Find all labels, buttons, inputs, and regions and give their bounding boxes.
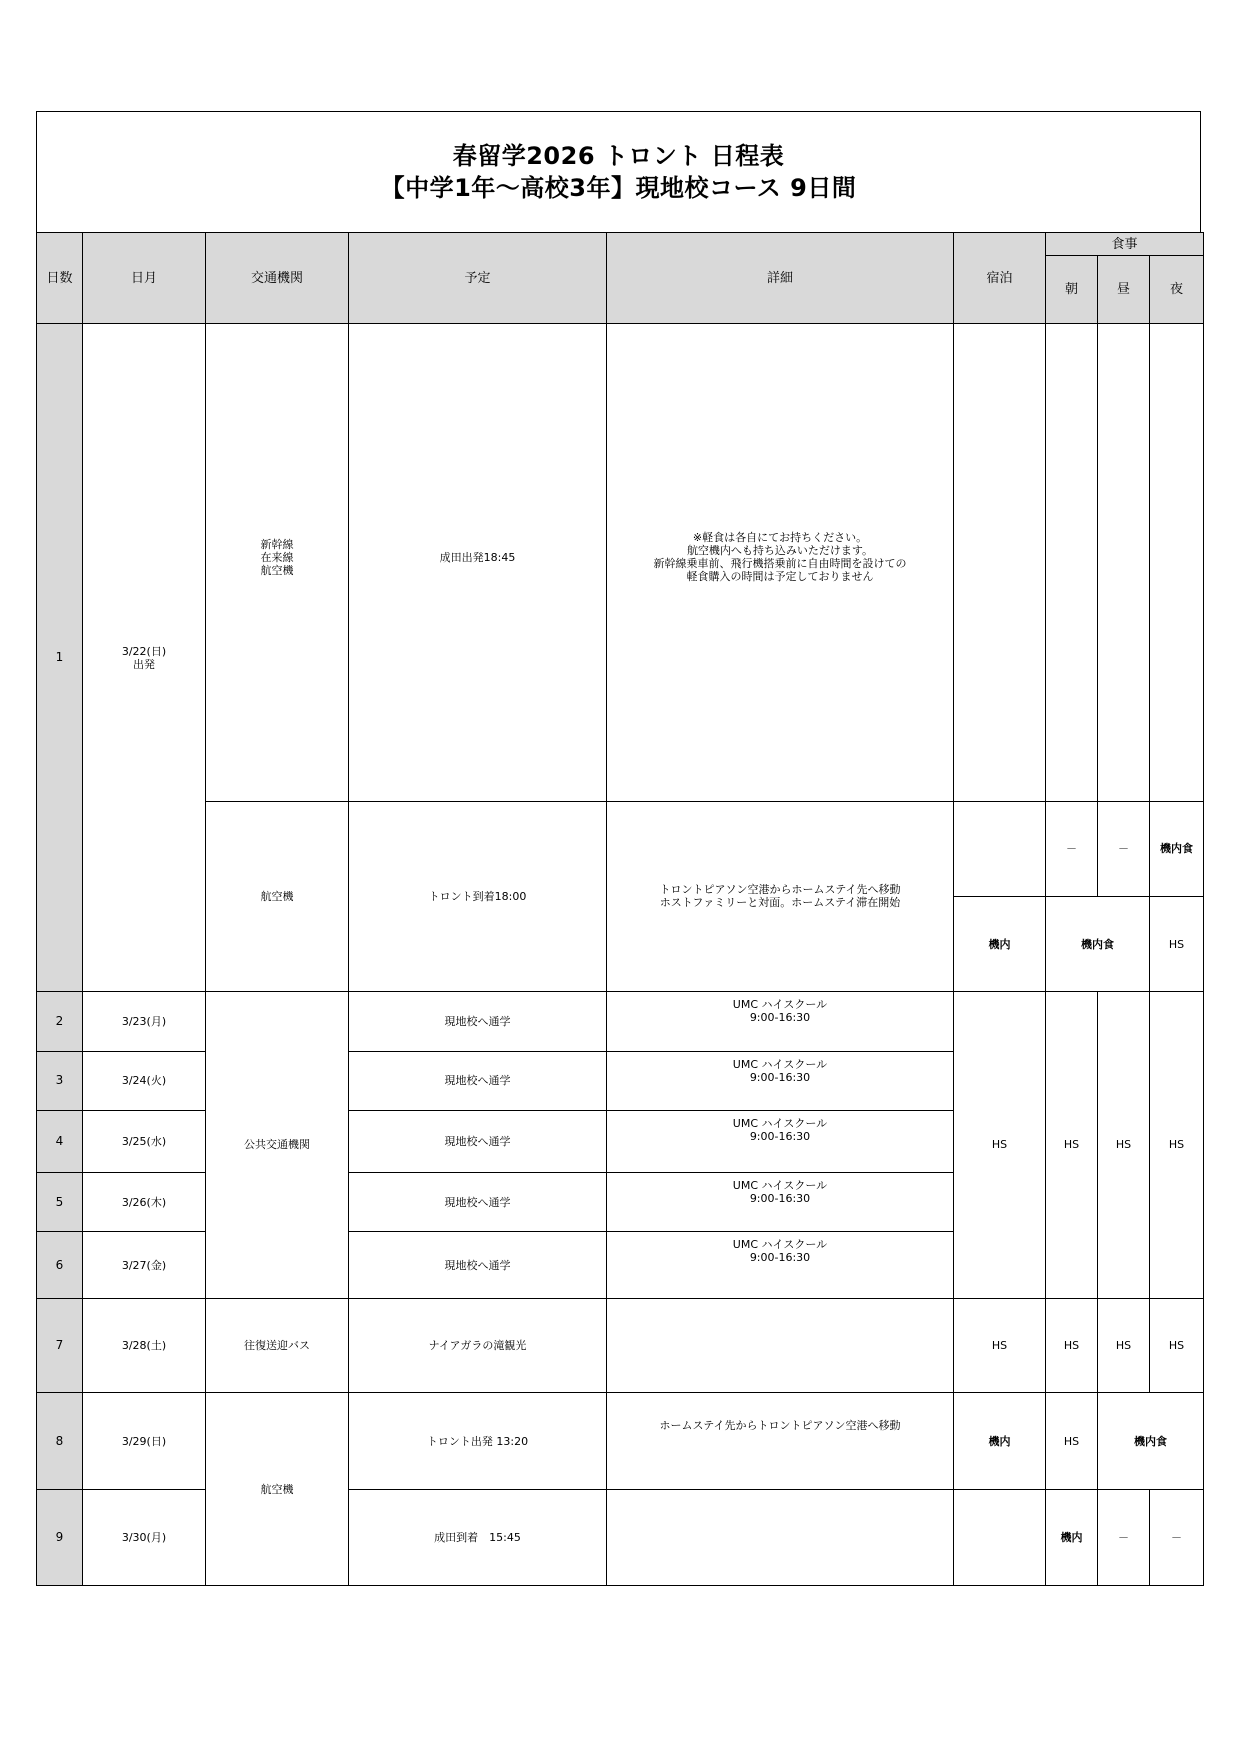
day-6-plan: 現地校へ通学: [349, 1232, 607, 1298]
day-7-transport: 往復送迎バス: [206, 1298, 349, 1392]
day-8-lodging: 機内: [954, 1393, 1046, 1490]
schedule-table: [36, 232, 1204, 1586]
day-3-plan: 現地校へ通学: [349, 1051, 607, 1110]
day-1-transport-a: [206, 324, 349, 801]
day-1-lunch-b1: －: [1098, 801, 1150, 896]
day-1-plan-b: トロント到着18:00: [349, 801, 607, 992]
day-7-lunch: HS: [1098, 1298, 1150, 1392]
header-day: 日数: [37, 233, 83, 324]
day-2-detail: [607, 992, 954, 1051]
day-2to6-lodging: HS: [954, 992, 1046, 1298]
day-7-breakfast: HS: [1046, 1298, 1098, 1392]
day-9-plan: 成田到着 15:45: [349, 1490, 607, 1586]
header-breakfast: 朝: [1046, 256, 1098, 324]
detail-line: 軽食購入の時間は予定しておりません: [686, 570, 874, 584]
header-plan: 予定: [349, 233, 607, 324]
day-2-number: 2: [37, 992, 83, 1051]
day-4-date: 3/25(水): [83, 1110, 206, 1172]
day-7-dinner: HS: [1150, 1298, 1204, 1392]
day-7-lodging: HS: [954, 1298, 1046, 1392]
day-6-number: 6: [37, 1232, 83, 1298]
day-5-plan: 現地校へ通学: [349, 1173, 607, 1232]
day-1-breakfast-b1: －: [1046, 801, 1098, 896]
day-4-plan: 現地校へ通学: [349, 1110, 607, 1172]
detail-line: ※軽食は各自にてお持ちください。: [692, 531, 868, 545]
day-5-detail: [607, 1173, 954, 1232]
detail-line: 9:00-16:30: [749, 1251, 811, 1265]
header-lodging: 宿泊: [954, 233, 1046, 324]
detail-line: 9:00-16:30: [749, 1192, 811, 1206]
day-8-number: 8: [37, 1393, 83, 1490]
day-2to6-lunch: HS: [1098, 992, 1150, 1298]
day-7-number: 7: [37, 1298, 83, 1392]
day-4-number: 4: [37, 1110, 83, 1172]
title-box: [36, 111, 1201, 232]
detail-line: UMC ハイスクール: [732, 1179, 828, 1193]
day-1-lodging-b1: [954, 801, 1046, 896]
day-3-detail: [607, 1051, 954, 1110]
day-9-date: 3/30(月): [83, 1490, 206, 1586]
day-2to6-dinner: HS: [1150, 992, 1204, 1298]
day-7-plan: ナイアガラの滝観光: [349, 1298, 607, 1392]
day-1-lunch-a: [1098, 324, 1150, 801]
day-9-lunch: －: [1098, 1490, 1150, 1586]
detail-line: UMC ハイスクール: [732, 1057, 828, 1071]
day-8-date: 3/29(日): [83, 1393, 206, 1490]
detail-line: 航空機内へも持ち込みいただけます。: [686, 544, 874, 558]
day-8-breakfast: HS: [1046, 1393, 1098, 1490]
title-line-2: 【中学1年～高校3年】現地校コース 9日間: [380, 174, 857, 202]
day-9-lodging: [954, 1490, 1046, 1586]
day-1-date-text: 3/22(日): [121, 644, 167, 658]
detail-line: トロントピアソン空港からホームステイ先へ移動: [659, 883, 901, 897]
day-1-breakfast-lunch-b2: 機内食: [1046, 896, 1150, 991]
detail-line: 9:00-16:30: [749, 1011, 811, 1025]
detail-line: UMC ハイスクール: [732, 998, 828, 1012]
header-transport: 交通機関: [206, 233, 349, 324]
day-8to9-transport: 航空機: [206, 1393, 349, 1586]
day-6-detail: [607, 1232, 954, 1298]
day-1-dinner-b2: HS: [1150, 896, 1204, 991]
transport-line: 航空機: [260, 563, 294, 577]
day-1-dinner-a: [1150, 324, 1204, 801]
schedule-sheet: [36, 111, 1203, 1586]
day-7-date: 3/28(土): [83, 1298, 206, 1392]
header-meals: 食事: [1046, 233, 1204, 256]
day-8-plan: トロント出発 13:20: [349, 1393, 607, 1490]
day-1-transport-b: 航空機: [206, 801, 349, 992]
day-3-number: 3: [37, 1051, 83, 1110]
transport-line: 新幹線: [260, 537, 294, 551]
day-5-number: 5: [37, 1173, 83, 1232]
day-1-breakfast-a: [1046, 324, 1098, 801]
day-9-breakfast: 機内: [1046, 1490, 1098, 1586]
header-detail: 詳細: [607, 233, 954, 324]
day-1-date-note: 出発: [133, 657, 155, 671]
header-lunch: 昼: [1098, 256, 1150, 324]
title-line-1: 春留学2026 トロント 日程表: [452, 142, 785, 170]
day-5-date: 3/26(木): [83, 1173, 206, 1232]
header-date: 日月: [83, 233, 206, 324]
day-7-detail: [607, 1298, 954, 1392]
day-8-detail: ホームステイ先からトロントピアソン空港へ移動: [607, 1393, 954, 1490]
day-9-number: 9: [37, 1490, 83, 1586]
day-6-date: 3/27(金): [83, 1232, 206, 1298]
day-2-plan: 現地校へ通学: [349, 992, 607, 1051]
day-4-detail: [607, 1110, 954, 1172]
header-dinner: 夜: [1150, 256, 1204, 324]
day-2to6-breakfast: HS: [1046, 992, 1098, 1298]
transport-line: 在来線: [260, 550, 294, 564]
day-1-date: [83, 324, 206, 992]
day-1-number: 1: [37, 324, 83, 992]
day-3-date: 3/24(火): [83, 1051, 206, 1110]
day-9-detail: [607, 1490, 954, 1586]
detail-line: UMC ハイスクール: [732, 1116, 828, 1130]
detail-line: 9:00-16:30: [749, 1129, 811, 1143]
detail-line: ホストファミリーと対面。ホームステイ滞在開始: [659, 896, 901, 910]
day-2-date: 3/23(月): [83, 992, 206, 1051]
detail-line: 9:00-16:30: [749, 1070, 811, 1084]
day-1-detail-b: [607, 801, 954, 992]
day-1-lodging-b2: 機内: [954, 896, 1046, 991]
day-1-lodging-a: [954, 324, 1046, 801]
day-2to6-transport: 公共交通機関: [206, 992, 349, 1298]
detail-line: 新幹線乗車前、飛行機搭乗前に自由時間を設けての: [653, 557, 907, 571]
day-8-lunch-dinner: 機内食: [1098, 1393, 1204, 1490]
day-1-detail-a: [607, 324, 954, 801]
day-1-plan-a: 成田出発18:45: [349, 324, 607, 801]
detail-line: UMC ハイスクール: [732, 1238, 828, 1252]
day-9-dinner: －: [1150, 1490, 1204, 1586]
day-1-dinner-b1: 機内食: [1150, 801, 1204, 896]
